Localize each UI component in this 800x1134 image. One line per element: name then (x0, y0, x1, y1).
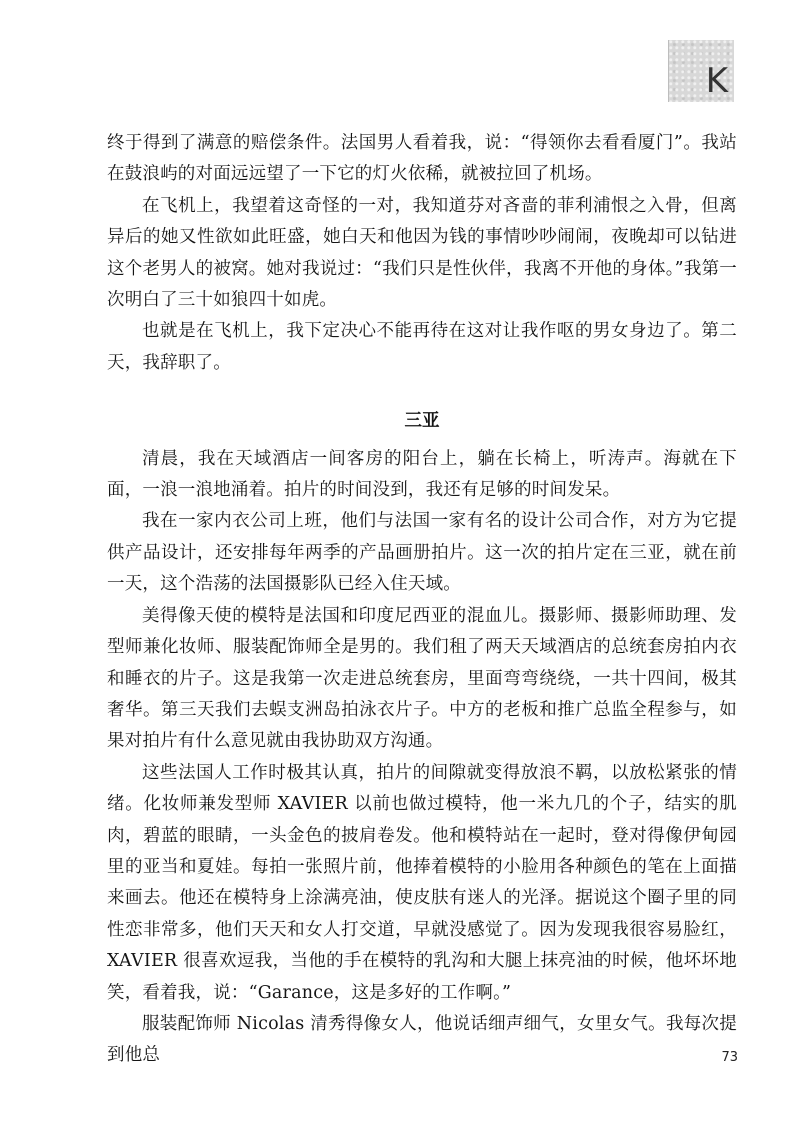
paragraph: 清晨，我在天域酒店一间客房的阳台上，躺在长椅上，听涛声。海就在下面，一浪一浪地涌着。拍片的时间没到，我还有足够的时间发呆。 (107, 448, 737, 501)
section-title: 三亚 (404, 411, 440, 432)
paragraph: 这些法国人工作时极其认真，拍片的间隙就变得放浪不羁，以放松紧张的情绪。化妆师兼发型师 XAVIER 以前也做过模特，他一米九几的个子，结实的肌肉，碧蓝的眼睛，一头金色的披肩卷发。他和模特站在一起时，登对得像伊甸园里的亚当和夏娃。每拍一张照片前，他捧着模特的小脸用各种颜色的笔在上面描来画去。他还在模特身上涂满亮油，使皮肤有迷人的光泽。据说这个圈子里的同性恋非常多，他们天天和女人打交道，早就没感觉了。因为发现我很容易脸红，XAVIER 很喜欢逗我，当他的手在模特的乳沟和大腿上抹亮油的时候，他坏坏地笑，看着我，说：“Garance，这是多好的工作啊。” (107, 762, 737, 1003)
paragraph: 服装配饰师 Nicolas 清秀得像女人，他说话细声细气，女里女气。我每次提到他总 (107, 1013, 737, 1066)
paragraph: 也就是在飞机上，我下定决心不能再待在这对让我作呕的男女身边了。第二天，我辞职了。 (107, 321, 737, 373)
page-number: 73 (721, 1050, 738, 1065)
paragraph: 我在一家内衣公司上班，他们与法国一家有名的设计公司合作，对方为它提供产品设计，还安排每年两季的产品画册拍片。这一次的拍片定在三亚，就在前一天，这个浩荡的法国摄影队已经入住天域。 (107, 511, 737, 595)
paragraph: 美得像天使的模特是法国和印度尼西亚的混血儿。摄影师、摄影师助理、发型师兼化妆师、服装配饰师全是男的。我们租了两天天域酒店的总统套房拍内衣和睡衣的片子。这是我第一次走进总统套房，里面弯弯绕绕，一共十四间，极其奢华。第三天我们去蜈支洲岛拍泳衣片子。中方的老板和推广总监全程参与，如果对拍片有什么意见就由我协助双方沟通。 (107, 605, 737, 752)
body-text (107, 128, 737, 1072)
chapter-tab-letter: K (705, 61, 728, 101)
chapter-tab (668, 40, 734, 102)
paragraph-continued: 终于得到了满意的赔偿条件。法国男人看着我，说：“得领你去看看厦门”。我站在鼓浪屿的对面远远望了一下它的灯火依稀，就被拉回了机场。 (107, 133, 737, 185)
paragraph: 在飞机上，我望着这奇怪的一对，我知道芬对吝啬的菲利浦恨之入骨，但离异后的她又性欲如此旺盛，她白天和他因为钱的事情吵吵闹闹，夜晚却可以钻进这个老男人的被窝。她对我说过：“我们只是性伙伴，我离不开他的身体。”我第一次明白了三十如狼四十如虎。 (107, 195, 737, 311)
